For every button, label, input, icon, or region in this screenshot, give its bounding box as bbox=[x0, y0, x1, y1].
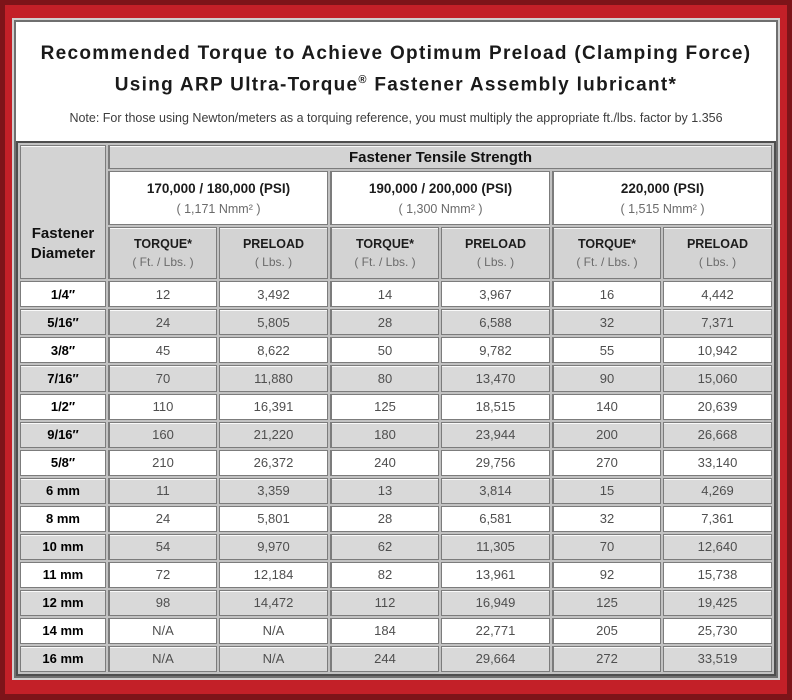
preload-column-header bbox=[663, 227, 772, 279]
preload-cell: 16,391 bbox=[219, 394, 328, 420]
diameter-cell: 14 mm bbox=[20, 618, 106, 644]
table-row bbox=[20, 422, 772, 448]
torque-cell: 72 bbox=[108, 562, 217, 588]
torque-cell: 55 bbox=[552, 337, 661, 363]
torque-label: TORQUE* bbox=[577, 237, 637, 252]
torque-cell: 70 bbox=[108, 365, 217, 391]
torque-cell: 28 bbox=[330, 309, 439, 335]
torque-cell: 70 bbox=[552, 534, 661, 560]
torque-cell: 112 bbox=[330, 590, 439, 616]
nmm-label: ( 1,300 Nmm² ) bbox=[398, 201, 483, 216]
torque-cell: 240 bbox=[330, 450, 439, 476]
tensile-strength-header: Fastener Tensile Strength bbox=[108, 145, 772, 169]
torque-column-header bbox=[108, 227, 217, 279]
diameter-cell: 1/2″ bbox=[20, 394, 106, 420]
torque-cell: 140 bbox=[552, 394, 661, 420]
preload-cell: 22,771 bbox=[441, 618, 550, 644]
preload-label: PRELOAD bbox=[686, 237, 749, 252]
torque-cell: 32 bbox=[552, 309, 661, 335]
preload-cell: 10,942 bbox=[663, 337, 772, 363]
torque-column-header bbox=[552, 227, 661, 279]
torque-cell: 200 bbox=[552, 422, 661, 448]
torque-label: TORQUE* bbox=[355, 237, 415, 252]
preload-cell: 15,060 bbox=[663, 365, 772, 391]
title-line1: Recommended Torque to Achieve Optimum Preload (Clamping Force) bbox=[40, 43, 752, 64]
preload-cell: 6,588 bbox=[441, 309, 550, 335]
diameter-cell: 1/4″ bbox=[20, 281, 106, 307]
tensile-header-row bbox=[20, 145, 772, 169]
torque-cell: 205 bbox=[552, 618, 661, 644]
table-row bbox=[20, 394, 772, 420]
diameter-cell: 6 mm bbox=[20, 478, 106, 504]
diameter-cell: 11 mm bbox=[20, 562, 106, 588]
preload-cell: 4,269 bbox=[663, 478, 772, 504]
preload-cell: 3,814 bbox=[441, 478, 550, 504]
torque-cell: 13 bbox=[330, 478, 439, 504]
torque-cell: 272 bbox=[552, 646, 661, 672]
preload-cell: 19,425 bbox=[663, 590, 772, 616]
preload-cell: 5,801 bbox=[219, 506, 328, 532]
psi-label: 220,000 (PSI) bbox=[620, 180, 705, 196]
torque-cell: 50 bbox=[330, 337, 439, 363]
preload-cell: 8,622 bbox=[219, 337, 328, 363]
registered-mark: ® bbox=[358, 74, 368, 86]
torque-cell: 92 bbox=[552, 562, 661, 588]
preload-cell: 12,640 bbox=[663, 534, 772, 560]
diameter-cell: 12 mm bbox=[20, 590, 106, 616]
torque-cell: 15 bbox=[552, 478, 661, 504]
table-row bbox=[20, 450, 772, 476]
preload-cell: 14,472 bbox=[219, 590, 328, 616]
table-row bbox=[20, 281, 772, 307]
torque-cell: 184 bbox=[330, 618, 439, 644]
diameter-cell: 8 mm bbox=[20, 506, 106, 532]
preload-cell: 11,305 bbox=[441, 534, 550, 560]
page-title bbox=[16, 40, 776, 98]
preload-cell: 23,944 bbox=[441, 422, 550, 448]
torque-cell: 62 bbox=[330, 534, 439, 560]
torque-cell: 11 bbox=[108, 478, 217, 504]
nmm-label: ( 1,171 Nmm² ) bbox=[176, 201, 261, 216]
psi-group-header-1 bbox=[108, 171, 328, 225]
table-row bbox=[20, 646, 772, 672]
psi-group-header-2 bbox=[330, 171, 550, 225]
preload-cell: 7,371 bbox=[663, 309, 772, 335]
preload-unit: ( Lbs. ) bbox=[254, 255, 293, 270]
preload-cell: 20,639 bbox=[663, 394, 772, 420]
diameter-header-line1: Fastener bbox=[31, 225, 95, 243]
preload-cell: 29,756 bbox=[441, 450, 550, 476]
table-body bbox=[20, 281, 772, 672]
preload-unit: ( Lbs. ) bbox=[698, 255, 737, 270]
title-line2-pre: Using ARP Ultra-Torque bbox=[114, 74, 359, 96]
table-row bbox=[20, 562, 772, 588]
diameter-cell: 5/8″ bbox=[20, 450, 106, 476]
torque-unit: ( Ft. / Lbs. ) bbox=[354, 255, 416, 270]
preload-column-header bbox=[219, 227, 328, 279]
torque-cell: 24 bbox=[108, 506, 217, 532]
preload-unit: ( Lbs. ) bbox=[476, 255, 515, 270]
preload-cell: 5,805 bbox=[219, 309, 328, 335]
psi-label: 170,000 / 180,000 (PSI) bbox=[146, 180, 291, 196]
table-row bbox=[20, 618, 772, 644]
preload-cell: 15,738 bbox=[663, 562, 772, 588]
preload-cell: 3,359 bbox=[219, 478, 328, 504]
torque-cell: 24 bbox=[108, 309, 217, 335]
preload-cell: 33,140 bbox=[663, 450, 772, 476]
diameter-cell: 16 mm bbox=[20, 646, 106, 672]
torque-cell: 32 bbox=[552, 506, 661, 532]
table-row bbox=[20, 590, 772, 616]
diameter-cell: 5/16″ bbox=[20, 309, 106, 335]
torque-cell: 90 bbox=[552, 365, 661, 391]
torque-cell: N/A bbox=[108, 618, 217, 644]
preload-cell: 18,515 bbox=[441, 394, 550, 420]
preload-cell: 13,470 bbox=[441, 365, 550, 391]
table-row bbox=[20, 309, 772, 335]
preload-cell: 9,970 bbox=[219, 534, 328, 560]
preload-cell: 12,184 bbox=[219, 562, 328, 588]
diameter-cell: 3/8″ bbox=[20, 337, 106, 363]
torque-cell: 98 bbox=[108, 590, 217, 616]
preload-cell: 6,581 bbox=[441, 506, 550, 532]
torque-unit: ( Ft. / Lbs. ) bbox=[132, 255, 194, 270]
torque-cell: 14 bbox=[330, 281, 439, 307]
torque-cell: 210 bbox=[108, 450, 217, 476]
preload-cell: 16,949 bbox=[441, 590, 550, 616]
preload-cell: N/A bbox=[219, 618, 328, 644]
torque-cell: 244 bbox=[330, 646, 439, 672]
preload-cell: 29,664 bbox=[441, 646, 550, 672]
table-row bbox=[20, 478, 772, 504]
preload-cell: N/A bbox=[219, 646, 328, 672]
preload-cell: 33,519 bbox=[663, 646, 772, 672]
title-line2-post: Fastener Assembly lubricant* bbox=[367, 74, 678, 96]
preload-column-header bbox=[441, 227, 550, 279]
preload-cell: 3,967 bbox=[441, 281, 550, 307]
preload-cell: 25,730 bbox=[663, 618, 772, 644]
preload-label: PRELOAD bbox=[242, 237, 305, 252]
torque-column-header bbox=[330, 227, 439, 279]
preload-cell: 4,442 bbox=[663, 281, 772, 307]
preload-cell: 13,961 bbox=[441, 562, 550, 588]
diameter-header-line2: Diameter bbox=[30, 245, 96, 263]
psi-group-header-3 bbox=[552, 171, 772, 225]
torque-table bbox=[16, 141, 776, 676]
conversion-note: Note: For those using Newton/meters as a torquing reference, you must multiply the appropriate ft./lbs. factor by 1.356 bbox=[69, 111, 723, 126]
torque-unit: ( Ft. / Lbs. ) bbox=[576, 255, 638, 270]
table-row bbox=[20, 534, 772, 560]
torque-cell: 110 bbox=[108, 394, 217, 420]
psi-label: 190,000 / 200,000 (PSI) bbox=[368, 180, 513, 196]
table-row bbox=[20, 506, 772, 532]
diameter-cell: 10 mm bbox=[20, 534, 106, 560]
psi-header-row bbox=[20, 171, 772, 225]
torque-label: TORQUE* bbox=[133, 237, 193, 252]
torque-cell: 270 bbox=[552, 450, 661, 476]
table-row bbox=[20, 337, 772, 363]
torque-cell: 80 bbox=[330, 365, 439, 391]
torque-cell: 180 bbox=[330, 422, 439, 448]
column-header-row bbox=[20, 227, 772, 279]
preload-cell: 26,372 bbox=[219, 450, 328, 476]
preload-label: PRELOAD bbox=[464, 237, 527, 252]
preload-cell: 3,492 bbox=[219, 281, 328, 307]
nmm-label: ( 1,515 Nmm² ) bbox=[620, 201, 705, 216]
content-card bbox=[14, 20, 778, 678]
table-row bbox=[20, 365, 772, 391]
torque-cell: 28 bbox=[330, 506, 439, 532]
torque-cell: 54 bbox=[108, 534, 217, 560]
preload-cell: 26,668 bbox=[663, 422, 772, 448]
torque-cell: 45 bbox=[108, 337, 217, 363]
torque-cell: 82 bbox=[330, 562, 439, 588]
torque-cell: 125 bbox=[330, 394, 439, 420]
torque-cell: 16 bbox=[552, 281, 661, 307]
torque-cell: 12 bbox=[108, 281, 217, 307]
title-line2 bbox=[16, 67, 776, 98]
table-wrap bbox=[16, 141, 776, 676]
preload-cell: 11,880 bbox=[219, 365, 328, 391]
preload-cell: 21,220 bbox=[219, 422, 328, 448]
torque-cell: N/A bbox=[108, 646, 217, 672]
diameter-cell: 7/16″ bbox=[20, 365, 106, 391]
fastener-diameter-header bbox=[20, 145, 106, 279]
torque-cell: 160 bbox=[108, 422, 217, 448]
preload-cell: 9,782 bbox=[441, 337, 550, 363]
diameter-cell: 9/16″ bbox=[20, 422, 106, 448]
torque-cell: 125 bbox=[552, 590, 661, 616]
preload-cell: 7,361 bbox=[663, 506, 772, 532]
